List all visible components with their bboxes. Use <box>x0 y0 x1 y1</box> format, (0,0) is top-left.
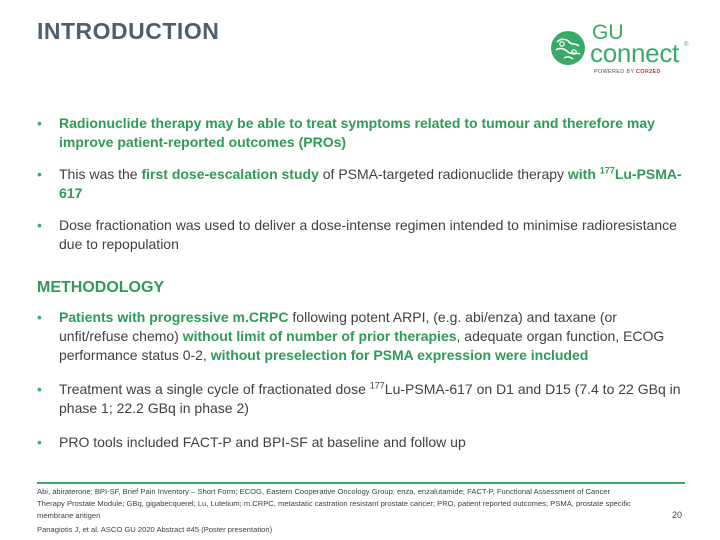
bullet-marker: • <box>37 309 42 325</box>
bullet-text-segment: Lu-PSMA-617 <box>59 166 682 201</box>
page-title: INTRODUCTION <box>37 18 220 44</box>
abbreviations-footnote: Abi, abiraterone; BPI-SF, Brief Pain Inventory – Short Form; ECOG, Eastern Cooperative Oncology Group; enza, enzalutamide; FACT-P, Functional Assessment of Cancer Therapy Prostate Module; GBq, gigabecquerel; Lu, Lutetium; m.CRPC, metastatic castration resistant prostate cancer; PRO, patient reported outcomes; PSMA, prostate specific membrane antigen <box>37 487 631 520</box>
introduction-list <box>37 114 687 254</box>
bullet-marker: • <box>37 166 42 182</box>
logo-brand-name: COR2ED <box>636 69 661 75</box>
logo-connect-text: connect <box>590 38 679 68</box>
bullet-text-segment: 177 <box>369 380 385 391</box>
bullet-text-segment: Dose fractionation was used to deliver a dose-intense regimen intended to minimise radioresistance due to repopulation <box>59 217 677 252</box>
logo-trademark: ® <box>684 42 689 48</box>
methodology-list <box>37 308 687 452</box>
globe-logo-icon <box>550 30 586 66</box>
bullet-text-segment: PRO tools included FACT-P and BPI-SF at baseline and follow up <box>59 434 466 450</box>
gu-connect-logo[interactable] <box>548 20 698 82</box>
bullet-text-segment: first dose-escalation study <box>141 166 319 182</box>
logo-powered-by: POWERED BY COR2ED <box>594 69 661 75</box>
bullet-text-segment: Treatment was a single cycle of fractionated dose <box>59 381 370 397</box>
bullet-text-segment: of PSMA-targeted radionuclide therapy <box>318 166 568 182</box>
footer-divider <box>37 482 685 484</box>
bullet-item <box>37 380 687 418</box>
bullet-text-segment: , adequate organ function, ECOG performance status 0-2, <box>59 328 665 363</box>
bullet-text-segment: without preselection for PSMA expression were included <box>210 347 589 363</box>
bullet-marker: • <box>37 434 42 450</box>
bullet-text-segment: with <box>567 166 600 182</box>
bullet-text-segment: Patients with progressive m.CRPC <box>59 309 289 325</box>
bullet-item <box>37 114 687 152</box>
methodology-heading: METHODOLOGY <box>37 279 165 296</box>
bullet-text-segment: This was the <box>59 166 142 182</box>
bullet-text-segment: Lu-PSMA-617 on D1 and D15 (7.4 to 22 GBq in phase 1; 22.2 GBq in phase 2) <box>59 381 681 416</box>
bullet-marker: • <box>37 217 42 233</box>
page-number: 20 <box>672 510 683 520</box>
logo-gu-text: GU <box>592 21 624 44</box>
bullet-text-segment: Radionuclide therapy may be able to treat symptoms related to tumour and therefore may improve patient-reported outcomes (PROs) <box>59 115 655 150</box>
bullet-text-segment: 177 <box>599 165 615 176</box>
bullet-item <box>37 216 687 254</box>
bullet-item <box>37 165 687 203</box>
bullet-text-segment: following potent ARPI, (e.g. abi/enza) and taxane (or unfit/refuse chemo) <box>59 309 617 344</box>
bullet-text-segment: without limit of number of prior therapies <box>182 328 457 344</box>
bullet-item <box>37 433 687 452</box>
reference-citation: Panagiotis J, et al. ASCO GU 2020 Abstract #45 (Poster presentation) <box>37 525 273 534</box>
bullet-item <box>37 308 687 365</box>
bullet-marker: • <box>37 381 42 397</box>
bullet-marker: • <box>37 115 42 131</box>
